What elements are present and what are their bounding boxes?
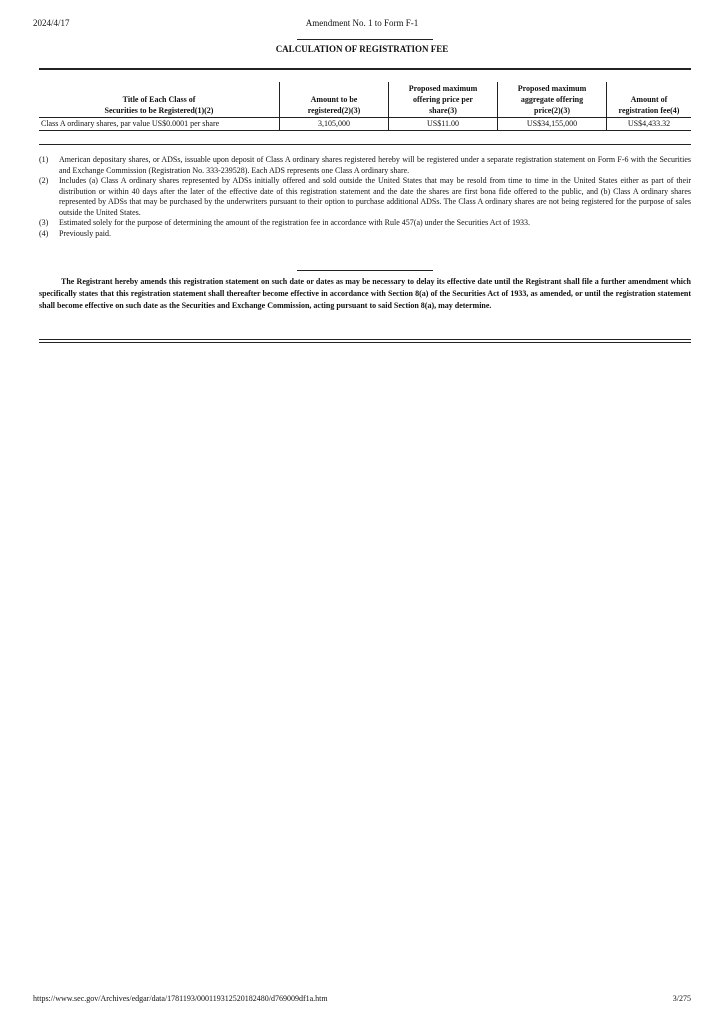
- footnote-text: Estimated solely for the purpose of determining the amount of the registration fee in accordance with Rule 457(a) under the Securities Act of 1933.: [59, 218, 530, 227]
- header-date: 2024/4/17: [33, 18, 70, 28]
- footnote-number: (3): [39, 218, 49, 227]
- footnote-text: American depositary shares, or ADSs, issuable upon deposit of Class A ordinary shares registered hereby will be registered under a separate registration statement on Form F-6 with the Securities and Exchange Commission (Registration No. 333-239528). Each ADS represents one Class A ordinary share.: [59, 155, 691, 175]
- bottom-rule-1: [39, 339, 691, 340]
- cell-registration-fee: US$4,433.32: [607, 118, 692, 131]
- footer-url[interactable]: https://www.sec.gov/Archives/edgar/data/1781193/000119312520182480/d769009df1a.htm: [33, 994, 328, 1003]
- column-header-title-of-class: Title of Each Class of Securities to be Registered(1)(2): [39, 82, 280, 118]
- footnote-3: [39, 218, 691, 229]
- footnotes: [39, 155, 691, 239]
- footnote-number: (1): [39, 155, 49, 164]
- cell-amount-registered: 3,105,000: [280, 118, 389, 131]
- footnote-text: Includes (a) Class A ordinary shares represented by ADSs initially offered and sold outside the United States that may be resold from time to time in the United States either as part of their distribution or within 40 days after the later of the effective date of this registration statement and the date the shares are first bona fide offered to the public, and (b) Class A ordinary shares represented by ADSs that may be purchased by the underwriters pursuant to their option to purchase additional ADSs. The Class A ordinary shares are not being registered for the purpose of sales outside the United States.: [59, 176, 691, 217]
- cell-class-title: Class A ordinary shares, par value US$0.0001 per share: [39, 118, 280, 131]
- column-header-amount-registered: Amount to be registered(2)(3): [280, 82, 389, 118]
- column-header-aggregate-offering-price: Proposed maximum aggregate offering price(2)(3): [498, 82, 607, 118]
- footnote-text: Previously paid.: [59, 228, 111, 238]
- table-header-row: [39, 82, 691, 118]
- footer-page-number: 3/275: [672, 994, 691, 1003]
- table-bottom-rule: [39, 144, 691, 145]
- footnote-4: [39, 229, 691, 240]
- cell-price-per-share: US$11.00: [389, 118, 498, 131]
- table-row: [39, 118, 691, 131]
- cell-aggregate-price: US$34,155,000: [498, 118, 607, 131]
- table-top-rule: [39, 68, 691, 70]
- fee-table-caption: CALCULATION OF REGISTRATION FEE: [275, 44, 449, 54]
- footnote-number: (2): [39, 176, 49, 185]
- caption-top-rule: [297, 39, 433, 40]
- footnote-2: [39, 176, 691, 218]
- paragraph-separator-rule: [297, 270, 433, 271]
- registration-fee-table: [39, 82, 691, 131]
- bottom-rule-2: [39, 342, 691, 343]
- column-header-registration-fee: Amount of registration fee(4): [607, 82, 692, 118]
- column-header-offering-price-per-share: Proposed maximum offering price per share(3): [389, 82, 498, 118]
- delaying-amendment-paragraph: The Registrant hereby amends this registration statement on such date or dates as may be necessary to delay its effective date until the Registrant shall file a further amendment which specifically states that this registration statement shall thereafter become effective in accordance with Section 8(a) of the Securities Act of 1933, as amended, or until the registration statement shall become effective on such date as the Securities and Exchange Commission, acting pursuant to said Section 8(a), may determine.: [39, 277, 691, 310]
- header-title: Amendment No. 1 to Form F-1: [305, 18, 419, 28]
- footnote-number: (4): [39, 228, 49, 238]
- footnote-1: [39, 155, 691, 176]
